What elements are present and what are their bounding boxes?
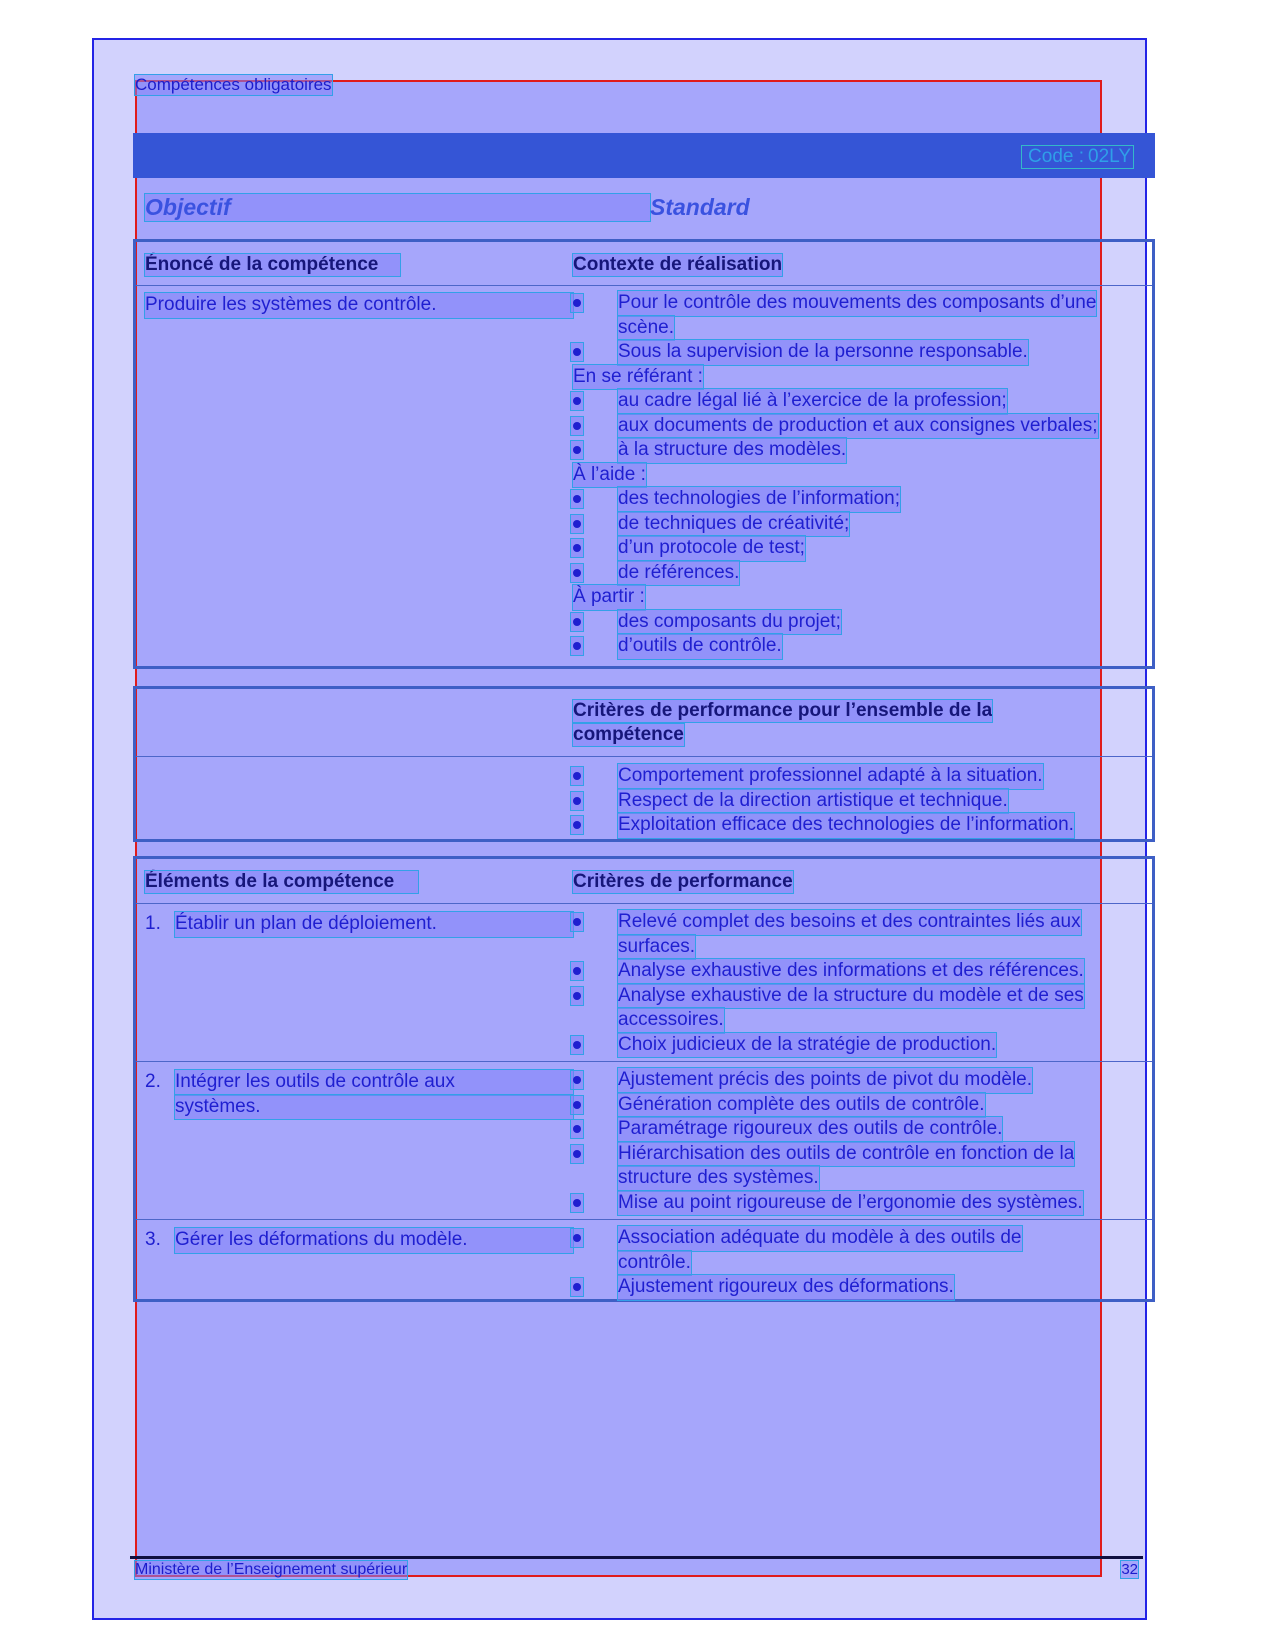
element-number: 1. [145,913,161,934]
bullet-icon [571,564,583,582]
performance-criterion: Analyse exhaustive des informations et des références. [618,959,1084,984]
code-label [1022,146,1133,168]
bullet-dot [573,495,581,503]
contexte-item: scène. [618,316,674,341]
contexte-item: des composants du projet; [618,610,841,635]
bullet-dot [573,348,581,356]
bullet-dot [573,1150,581,1158]
bullet-icon [571,392,583,410]
performance-criterion: Analyse exhaustive de la structure du modèle et de ses [618,984,1084,1009]
bullet-icon [571,1278,583,1296]
footer-page-number: 32 [1121,1561,1138,1578]
bullet-icon [571,613,583,631]
contexte-item: à la structure des modèles. [618,438,846,463]
contexte-item: d’outils de contrôle. [618,634,782,659]
bullet-dot [573,544,581,552]
bullet-dot [573,1101,581,1109]
bullet-dot [573,992,581,1000]
elements-header: Éléments de la compétence [145,871,418,893]
performance-criterion: Hiérarchisation des outils de contrôle en fonction de la [618,1142,1074,1167]
code-label-text: Code : [1028,146,1085,167]
performance-criterion: Association adéquate du modèle à des outils de [618,1226,1022,1251]
criteres-header: Critères de performance [573,871,793,892]
bullet-dot [573,918,581,926]
element-number: 2. [145,1071,161,1092]
bullet-icon [571,1096,583,1114]
bullet-icon [571,1120,583,1138]
bullet-icon [571,1145,583,1163]
bullet-icon [571,417,583,435]
standard-heading: Standard [650,194,750,220]
contexte-item: d’un protocole de test; [618,536,805,561]
bullet-dot [573,520,581,528]
bullet-icon [571,637,583,655]
header-divider [136,285,1152,286]
contexte-item: de références. [618,561,739,586]
code-value: 02LY [1088,146,1131,167]
contexte-item: aux documents de production et aux consignes verbales; [618,414,1098,439]
bullet-dot [573,1234,581,1242]
bullet-icon [571,962,583,980]
bullet-dot [573,1041,581,1049]
performance-criterion: Génération complète des outils de contrôle. [618,1093,985,1118]
bullet-icon [571,294,583,312]
bullet-icon [571,343,583,361]
performance-criterion: Paramétrage rigoureux des outils de contrôle. [618,1117,1002,1142]
bullet-icon [571,816,583,834]
contexte-item: au cadre légal lié à l’exercice de la profession; [618,389,1007,414]
contexte-item: des technologies de l’information; [618,487,900,512]
enonce-header: Énoncé de la compétence [145,254,400,276]
enonce-text: Produire les systèmes de contrôle. [145,293,573,318]
performance-criterion: Mise au point rigoureuse de l’ergonomie des systèmes. [618,1191,1083,1216]
element-title: Établir un plan de déploiement. [175,912,573,937]
running-header: Compétences obligatoires [135,75,332,94]
ensemble-criterion: Respect de la direction artistique et technique. [618,789,1008,814]
ensemble-header-line2: compétence [573,724,684,745]
bullet-icon [571,913,583,931]
bullet-dot [573,1199,581,1207]
bullet-icon [571,1194,583,1212]
bullet-icon [571,1036,583,1054]
ensemble-header-line1: Critères de performance pour l’ensemble de la [573,700,993,721]
contexte-item: Pour le contrôle des mouvements des composants d’une [618,291,1096,316]
element-number: 3. [145,1229,161,1250]
element-title: Intégrer les outils de contrôle aux [175,1070,573,1095]
performance-criterion: structure des systèmes. [618,1166,819,1191]
element-title: systèmes. [175,1095,573,1120]
bullet-dot [573,422,581,430]
row-divider-1 [136,1061,1152,1062]
bullet-dot [573,618,581,626]
bullet-icon [571,987,583,1005]
footer-ministry: Ministère de l’Enseignement supérieur [135,1561,408,1578]
performance-criterion: Relevé complet des besoins et des contraintes liés aux [618,910,1081,935]
bullet-dot [573,1125,581,1133]
bullet-icon [571,441,583,459]
bullet-dot [573,1076,581,1084]
bullet-dot [573,642,581,650]
contexte-header: Contexte de réalisation [573,254,783,275]
bullet-dot [573,821,581,829]
footer-rule [130,1556,1143,1559]
objectif-heading: Objectif [145,194,650,221]
performance-criterion: Ajustement précis des points de pivot du modèle. [618,1068,1032,1093]
code-bar [133,133,1155,178]
performance-criterion: surfaces. [618,935,695,960]
ensemble-divider [136,756,1152,757]
bullet-dot [573,1283,581,1291]
bullet-dot [573,299,581,307]
bullet-dot [573,967,581,975]
performance-criterion: accessoires. [618,1008,724,1033]
bullet-dot [573,772,581,780]
contexte-subheading: En se référant : [573,365,703,390]
bullet-dot [573,446,581,454]
bullet-icon [571,767,583,785]
contexte-subheading: À l’aide : [573,463,646,488]
element-title: Gérer les déformations du modèle. [175,1228,573,1253]
bullet-icon [571,1071,583,1089]
bullet-dot [573,797,581,805]
elements-header-divider [136,903,1152,904]
contexte-item: de techniques de créativité; [618,512,849,537]
performance-criterion: Choix judicieux de la stratégie de production. [618,1033,996,1058]
performance-criterion: contrôle. [618,1251,691,1276]
ensemble-criterion: Exploitation efficace des technologies de l’information. [618,813,1074,838]
performance-criterion: Ajustement rigoureux des déformations. [618,1275,954,1300]
row-divider-2 [136,1219,1152,1220]
bullet-icon [571,515,583,533]
contexte-item: Sous la supervision de la personne responsable. [618,340,1028,365]
ensemble-criterion: Comportement professionnel adapté à la situation. [618,764,1043,789]
bullet-dot [573,397,581,405]
bullet-dot [573,569,581,577]
bullet-icon [571,539,583,557]
bullet-icon [571,792,583,810]
contexte-subheading: À partir : [573,585,645,610]
bullet-icon [571,490,583,508]
bullet-icon [571,1229,583,1247]
